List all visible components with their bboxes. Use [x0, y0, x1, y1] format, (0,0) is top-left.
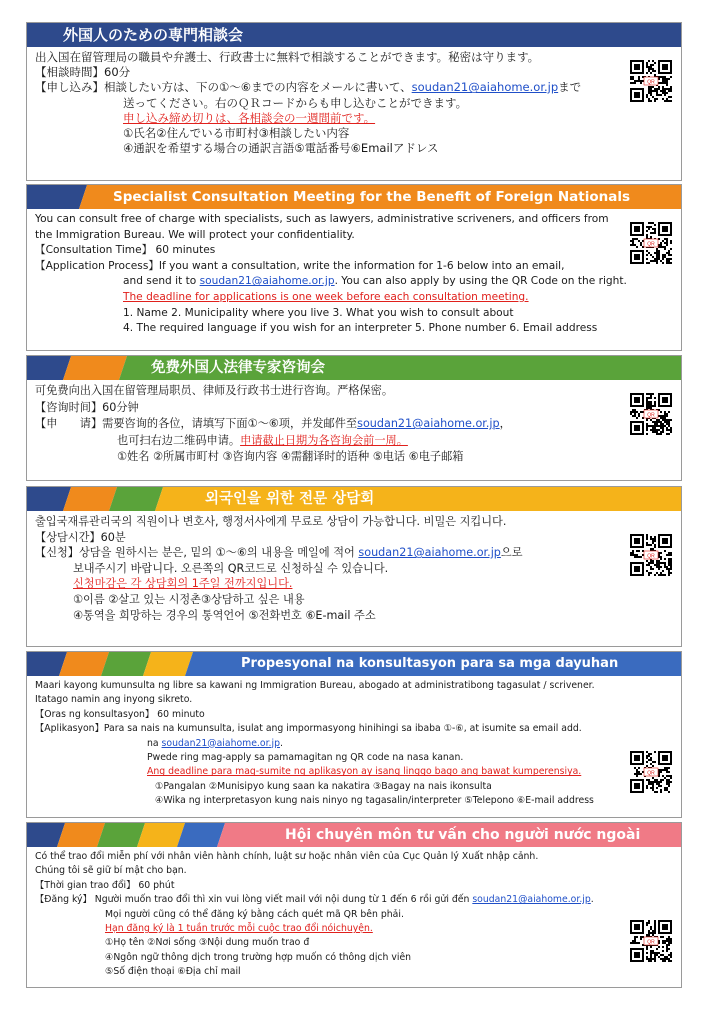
- text-line: [35, 951, 673, 965]
- line-text: 【Application Process】If you want a consultation, write the information for 1-6 below into an email,: [35, 259, 565, 272]
- email-link[interactable]: soudan21@aiahome.or.jp: [472, 894, 591, 906]
- qr-code-icon: [629, 750, 673, 794]
- qr-label: QR: [647, 553, 655, 560]
- text-line: [35, 708, 673, 722]
- text-line: [35, 864, 673, 878]
- qr-code-image[interactable]: [629, 750, 673, 794]
- section-korean: [26, 486, 682, 647]
- email-link[interactable]: soudan21@aiahome.or.jp: [358, 546, 501, 560]
- line-text: Mọi người cũng có thể đăng ký bằng cách quét mã QR bên phải.: [105, 908, 404, 920]
- section-title: Propesyonal na konsultasyon para sa mga dayuhan: [241, 656, 619, 671]
- text-line: [35, 794, 673, 808]
- line-text: na: [147, 737, 162, 749]
- text-line: [35, 936, 673, 950]
- text-line: [35, 416, 673, 433]
- text-line: [35, 965, 673, 979]
- text-line: [35, 290, 673, 306]
- email-link[interactable]: soudan21@aiahome.or.jp: [199, 275, 335, 288]
- line-text-tail: . You can also apply by using the QR Code on the right.: [334, 275, 627, 288]
- section-title: 외국인을 위한 전문 상담회: [205, 491, 375, 507]
- text-line: [35, 243, 673, 259]
- line-text: 4. The required language if you wish for an interpreter 5. Phone number 6. Email address: [123, 322, 598, 335]
- text-line: [35, 306, 673, 322]
- qr-code-image[interactable]: [629, 919, 673, 963]
- line-text: 【申 请】需要咨询的各位，请填写下面①～⑥项，并发邮件至: [35, 417, 358, 431]
- text-line: [35, 561, 673, 577]
- line-text-tail: まで: [558, 80, 582, 95]
- qr-code-icon: [629, 533, 673, 577]
- text-line: [35, 893, 673, 907]
- qr-code-image[interactable]: [629, 221, 673, 265]
- line-text: 送ってください。右のＱＲコードからも申し込むことができます。: [123, 95, 468, 110]
- line-text: 【Oras ng konsultasyon】 60 minuto: [35, 708, 205, 720]
- line-text: ①氏名②住んでいる市町村③相談したい内容: [123, 126, 350, 141]
- line-text: 1. Name 2. Municipality where you live 3. What you wish to consult about: [123, 306, 514, 319]
- line-text: 【상담시간】60분: [35, 530, 126, 544]
- line-text: 【Aplikasyon】Para sa nais na kumunsulta, isulat ang impormasyong hinihingi sa ibaba ①-⑥, at isumite sa email add.: [35, 723, 582, 735]
- text-line: [35, 679, 673, 693]
- qr-code-image[interactable]: [629, 392, 673, 436]
- text-line: [35, 96, 673, 111]
- text-line: [35, 737, 673, 751]
- section-title: 外国人のための専門相談会: [63, 26, 244, 44]
- text-line: [35, 879, 673, 893]
- line-text: 可免费向出入国在留管理局职员、律师及行政书士进行咨询。严格保密。: [35, 384, 394, 397]
- header-stripes: [27, 356, 681, 380]
- text-line: [35, 433, 673, 450]
- line-text-tail: .: [590, 894, 594, 906]
- text-line: [35, 608, 673, 624]
- text-line: [35, 922, 673, 936]
- text-line: [35, 908, 673, 922]
- text-line: [35, 212, 673, 228]
- section-body: [27, 209, 681, 340]
- text-line: [35, 65, 673, 80]
- line-text: ④Ngôn ngữ thông dịch trong trường hợp muốn có thông dịch viên: [105, 951, 412, 963]
- email-link[interactable]: soudan21@aiahome.or.jp: [357, 417, 500, 431]
- line-text: Itatago namin ang inyong sikreto.: [35, 694, 193, 706]
- section-body: [27, 380, 681, 469]
- line-text: ⑤Số điện thoại ⑥Địa chỉ mail: [105, 966, 241, 978]
- qr-code-icon: [629, 59, 673, 103]
- line-text-tail: 으로: [500, 546, 523, 560]
- text-line: [35, 111, 673, 126]
- text-line: [35, 545, 673, 561]
- line-text: You can consult free of charge with specialists, such as lawyers, administrative scriveners, and officers from: [35, 213, 609, 225]
- text-line: [35, 449, 673, 466]
- line-text: 也可扫右边二维码申请。: [117, 433, 241, 447]
- section-english: [26, 184, 682, 351]
- deadline-text: 申请截止日期为各咨询会前一周。: [240, 433, 408, 447]
- section-vietnamese: [26, 822, 682, 988]
- text-line: [35, 850, 673, 864]
- qr-label: QR: [647, 79, 655, 86]
- section-japanese: [26, 22, 682, 181]
- text-line: [35, 530, 673, 546]
- qr-code-icon: [629, 221, 673, 265]
- line-text: 【相談時間】60分: [35, 65, 131, 80]
- deadline-text: 신청마감은 각 상담회의 1주일 전까지입니다.: [73, 577, 293, 591]
- qr-label: QR: [647, 770, 655, 777]
- text-line: [35, 751, 673, 765]
- section-header: [27, 23, 681, 47]
- text-line: [35, 274, 673, 290]
- section-title: 免费外国人法律专家咨询会: [151, 360, 325, 376]
- section-body: [27, 511, 681, 626]
- line-text: 출입국재류관리국의 직원이나 변호사, 행정서사에게 무료로 상담이 가능합니다. 비밀은 지킵니다.: [35, 515, 507, 528]
- qr-code-image[interactable]: [629, 533, 673, 577]
- line-text-tail: .: [279, 737, 283, 749]
- text-line: [35, 722, 673, 736]
- qr-label: QR: [647, 412, 655, 419]
- section-filipino: [26, 651, 682, 818]
- section-body: [27, 47, 681, 159]
- text-line: [35, 693, 673, 707]
- section-header: [27, 185, 681, 209]
- line-text: ①Pangalan ②Munisipyo kung saan ka nakatira ③Bagay na nais ikonsulta: [155, 780, 492, 792]
- text-line: [35, 228, 673, 244]
- line-text: ④Wika ng interpretasyon kung nais ninyo ng tagasalin/interpreter ⑤Telepono ⑥E-mail address: [155, 795, 594, 807]
- text-line: [35, 400, 673, 417]
- text-line: [35, 780, 673, 794]
- line-text: ①Họ tên ②Nơi sống ③Nội dung muốn trao đ: [105, 937, 310, 949]
- section-header: [27, 487, 681, 511]
- qr-label: QR: [647, 939, 655, 946]
- deadline-text: Ang deadline para mag-sumite ng aplikasyon ay isang linggo bago ang bawat kumperensiya.: [147, 766, 582, 778]
- email-link[interactable]: soudan21@aiahome.or.jp: [411, 80, 559, 95]
- line-text: and send it to: [123, 275, 200, 288]
- deadline-text: Hạn đăng ký là 1 tuần trước mỗi cuộc trao đổi nóichuyện.: [105, 923, 373, 935]
- line-text: ①姓名 ②所属市町村 ③咨询内容 ④需翻译时的语种 ⑤电话 ⑥电子邮箱: [117, 450, 464, 464]
- deadline-text: The deadline for applications is one week before each consultation meeting.: [123, 290, 529, 303]
- section-header: [27, 823, 681, 847]
- line-text: ④통역을 희망하는 경우의 통역언어 ⑤전화번호 ⑥E-mail 주소: [73, 608, 376, 622]
- section-title: Specialist Consultation Meeting for the Benefit of Foreign Nationals: [113, 189, 630, 205]
- text-line: [35, 80, 673, 95]
- line-text: 【咨询时间】60分钟: [35, 400, 139, 414]
- qr-code-icon: [629, 919, 673, 963]
- line-text: 【申し込み】相談したい方は、下の①～⑥までの内容をメールに書いて、: [35, 80, 412, 95]
- qr-code-icon: [629, 392, 673, 436]
- line-text: 【Thời gian trao đổi】 60 phút: [35, 879, 175, 891]
- line-text: 【Consultation Time】 60 minutes: [35, 244, 216, 257]
- text-line: [35, 576, 673, 592]
- line-text: 보내주시기 바랍니다. 오른쪽의 QR코드로 신청하실 수 있습니다.: [73, 561, 389, 575]
- section-title: Hội chuyên môn tư vấn cho người nước ngoài: [285, 827, 641, 843]
- text-line: [35, 765, 673, 779]
- line-text: Có thể trao đổi miễn phí với nhân viên hành chính, luật sư hoặc nhân viên của Cục Quản lý Xuất nhập cảnh.: [35, 851, 539, 862]
- section-body: [27, 676, 681, 812]
- text-line: [35, 126, 673, 141]
- line-text: 【신청】상담을 원하시는 분은, 밑의 ①～⑥의 내용을 메일에 적어: [35, 546, 359, 560]
- section-body: [27, 847, 681, 983]
- line-text: 【Đăng ký】 Người muốn trao đổi thì xin vui lòng viết mail với nội dung từ 1 đến 6 rồi gửi đến: [35, 894, 473, 906]
- text-line: [35, 514, 673, 530]
- text-line: [35, 592, 673, 608]
- section-header: [27, 652, 681, 676]
- line-text-tail: ，: [499, 417, 511, 431]
- qr-label: QR: [647, 241, 655, 248]
- email-link[interactable]: soudan21@aiahome.or.jp: [161, 737, 280, 749]
- line-text: 出入国在留管理局の職員や弁護士、行政書士に無料で相談することができます。秘密は守ります。: [35, 50, 540, 64]
- text-line: [35, 259, 673, 275]
- text-line: [35, 141, 673, 156]
- line-text: the Immigration Bureau. We will protect your confidentiality.: [35, 228, 355, 241]
- line-text: Chúng tôi sẽ giữ bí mật cho bạn.: [35, 865, 187, 877]
- text-line: [35, 50, 673, 65]
- line-text: ①이름 ②살고 있는 시정촌③상담하고 싶은 내용: [73, 592, 305, 606]
- section-header: [27, 356, 681, 380]
- line-text: Maari kayong kumunsulta ng libre sa kawani ng Immigration Bureau, abogado at administratibong tagasulat / scrivener.: [35, 680, 595, 691]
- text-line: [35, 321, 673, 337]
- text-line: [35, 383, 673, 400]
- deadline-text: 申し込み締め切りは、各相談会の一週間前です。: [123, 110, 376, 125]
- qr-code-image[interactable]: [629, 59, 673, 103]
- section-chinese: [26, 355, 682, 481]
- line-text: ④通訳を希望する場合の通訳言語⑤電話番号⑥Emailアドレス: [123, 141, 439, 156]
- line-text: Pwede ring mag-apply sa pamamagitan ng QR code na nasa kanan.: [147, 752, 464, 764]
